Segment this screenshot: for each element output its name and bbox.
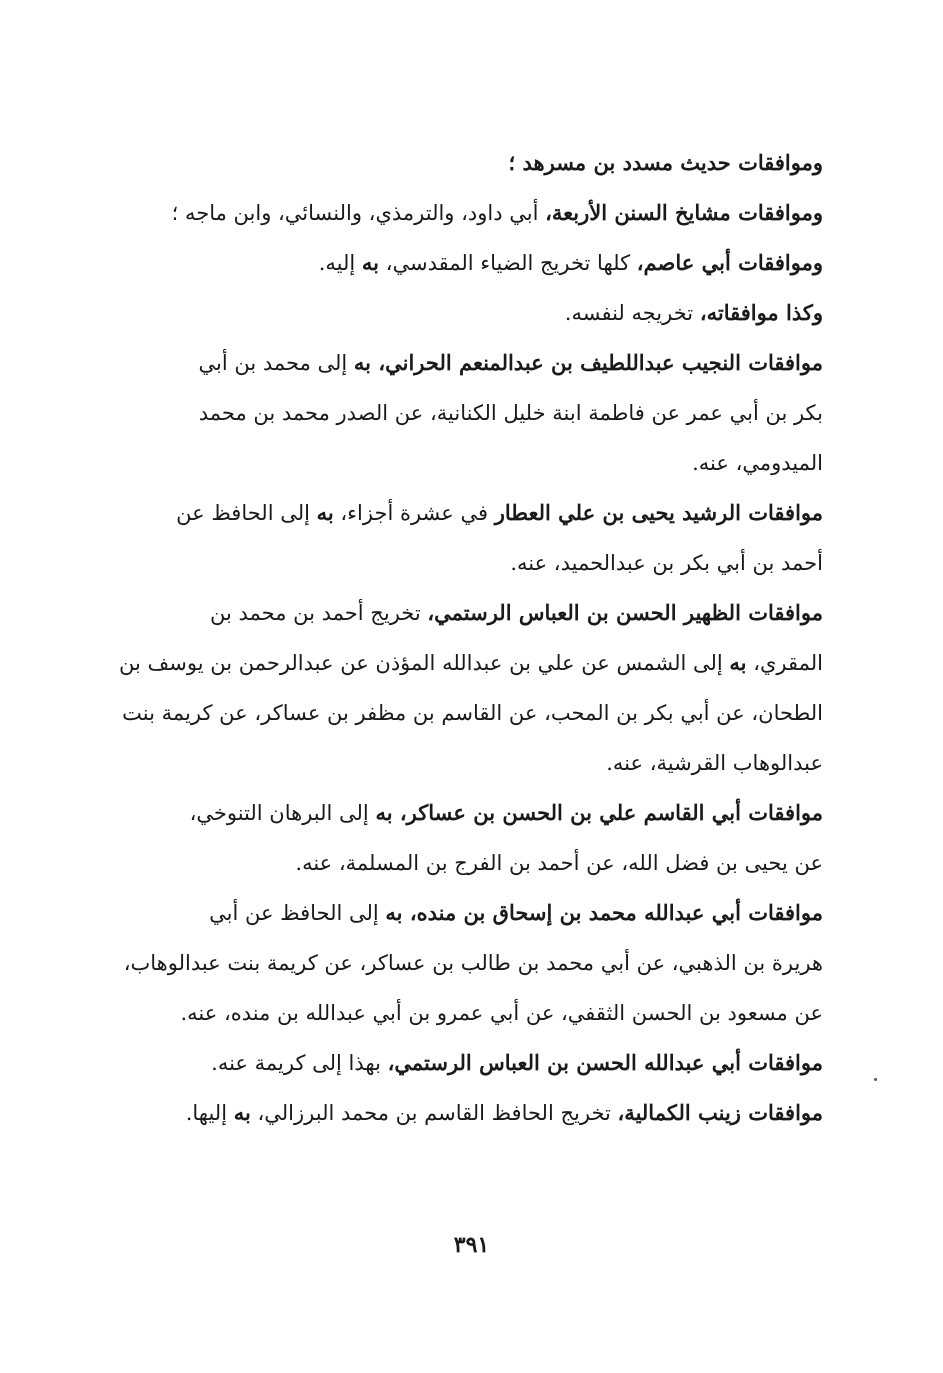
text-line-19: موافقات أبي عبدالله الحسن بن العباس الرستمي، بهذا إلى كريمة عنه. xyxy=(211,1050,823,1075)
scan-speck xyxy=(874,1078,877,1081)
text-line-11: المقري، به إلى الشمس عن علي بن عبدالله المؤذن عن عبدالرحمن بن يوسف بن xyxy=(119,650,823,675)
text-line-10: موافقات الظهير الحسن بن العباس الرستمي، تخريج أحمد بن محمد بن xyxy=(209,600,823,625)
text-line-15: عن يحيى بن فضل الله، عن أحمد بن الفرج بن المسلمة، عنه. xyxy=(295,851,823,875)
text-line-14: موافقات أبي القاسم علي بن الحسن بن عساكر، به إلى البرهان التنوخي، xyxy=(189,800,823,825)
text-line-17: هريرة بن الذهبي، عن أبي محمد بن طالب بن عساكر، عن كريمة بنت عبدالوهاب، xyxy=(123,951,823,975)
text-line-7: الميدومي، عنه. xyxy=(692,451,823,475)
text-line-5: موافقات النجيب عبداللطيف بن عبدالمنعم الحراني، به إلى محمد بن أبي xyxy=(198,350,823,375)
text-line-8: موافقات الرشيد يحيى بن علي العطار في عشرة أجزاء، به إلى الحافظ عن xyxy=(176,500,823,525)
text-line-16: موافقات أبي عبدالله محمد بن إسحاق بن منده، به إلى الحافظ عن أبي xyxy=(209,900,823,925)
body-text xyxy=(118,138,823,1138)
text-line-13: عبدالوهاب القرشية، عنه. xyxy=(606,751,823,775)
text-line-1: وموافقات حديث مسدد بن مسرهد ؛ xyxy=(508,150,823,175)
text-line-3: وموافقات أبي عاصم، كلها تخريج الضياء المقدسي، به إليه. xyxy=(318,250,823,275)
text-line-18: عن مسعود بن الحسن الثقفي، عن أبي عمرو بن أبي عبدالله بن منده، عنه. xyxy=(180,1001,823,1025)
text-line-4: وكذا موافقاته، تخريجه لنفسه. xyxy=(564,300,823,325)
text-line-2: وموافقات مشايخ السنن الأربعة، أبي داود، والترمذي، والنسائي، وابن ماجه ؛ xyxy=(171,200,823,225)
text-line-6: بكر بن أبي عمر عن فاطمة ابنة خليل الكنانية، عن الصدر محمد بن محمد xyxy=(198,401,823,425)
page-number: ٣٩١ xyxy=(453,1232,490,1258)
text-line-9: أحمد بن أبي بكر بن عبدالحميد، عنه. xyxy=(510,551,823,575)
text-line-12: الطحان، عن أبي بكر بن المحب، عن القاسم بن مظفر بن عساكر، عن كريمة بنت xyxy=(122,701,823,725)
text-line-20: موافقات زينب الكمالية، تخريج الحافظ القاسم بن محمد البرزالي، به إليها. xyxy=(185,1100,823,1125)
